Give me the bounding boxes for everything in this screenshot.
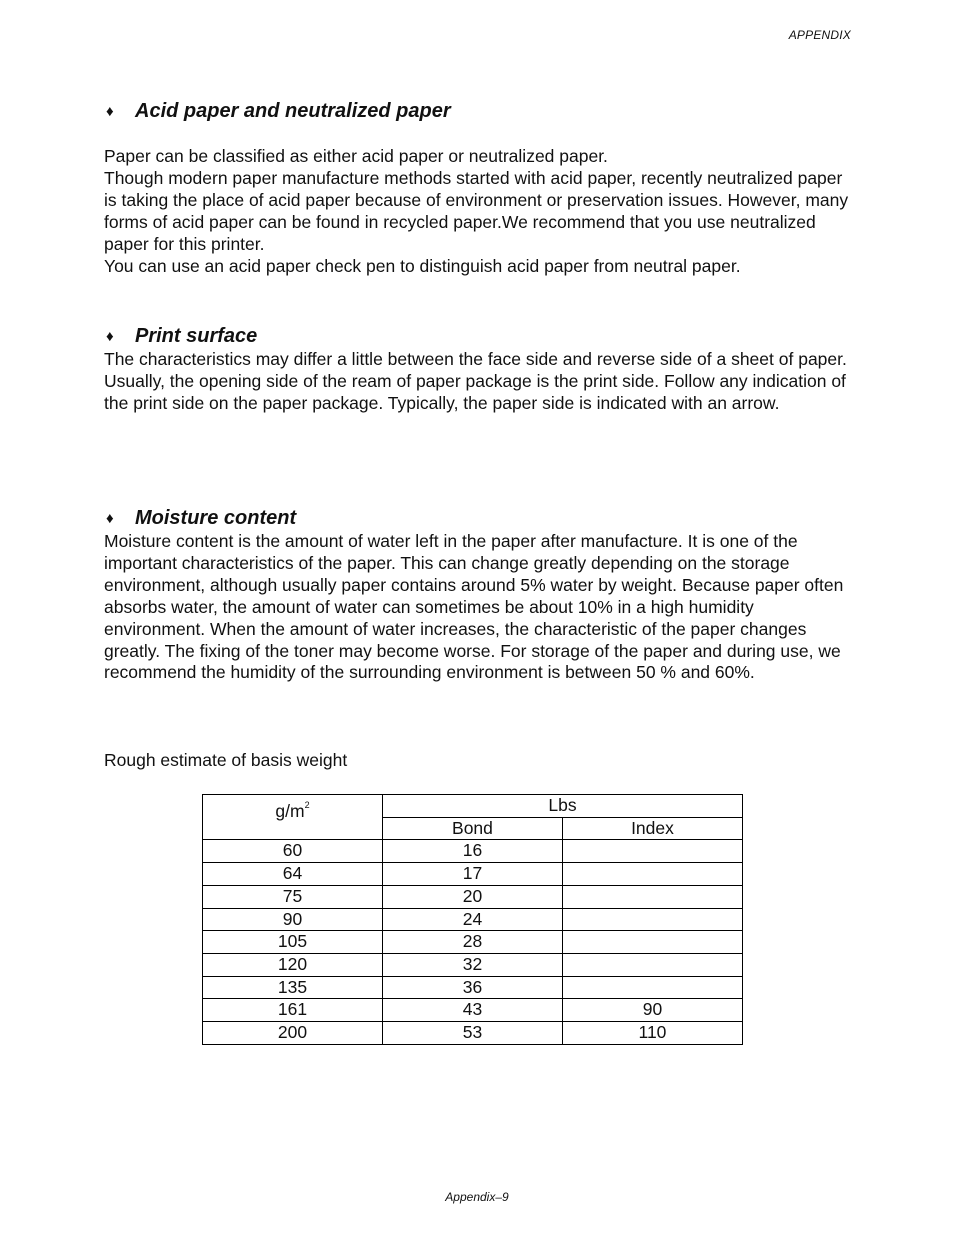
table-header-row — [203, 795, 743, 818]
table-row — [203, 976, 743, 999]
table-row — [203, 840, 743, 863]
paragraph: Usually, the opening side of the ream of paper package is the print side. Follow any indication of the print side on the paper package. Typically, the paper side is indicated with an arrow. — [104, 370, 846, 413]
section-print-surface — [104, 324, 856, 415]
paragraph: The characteristics may differ a little between the face side and reverse side of a sheet of paper. — [104, 349, 847, 369]
table-row — [203, 885, 743, 908]
section-title: Acid paper and neutralized paper — [135, 100, 451, 122]
gsm-exponent: 2 — [304, 800, 310, 810]
section-heading — [104, 324, 856, 349]
cell-bond: 16 — [382, 840, 562, 863]
cell-bond: 43 — [382, 999, 562, 1022]
cell-gsm: 120 — [203, 953, 383, 976]
table-row — [203, 1022, 743, 1045]
paragraph: Moisture content is the amount of water left in the paper after manufacture. It is one of the important characteristics of the paper. This can change greatly depending on the storage environment, although usually paper contains around 5% water by weight. Because paper often absorbs water, the amount of water can sometimes be about 10% in a high humidity environment. When the amount of water increases, the characteristic of the paper changes greatly. The fixing of the toner may become worse. For storage of the paper and during use, we recommend the humidity of the surrounding environment is between 50 % and 60%. — [104, 531, 844, 683]
paragraph: Though modern paper manufacture methods started with acid paper, recently neutralized paper is taking the place of acid paper because of environment or preservation issues. However, many forms of acid paper can be found in recycled paper.We recommend that you use neutralized paper for this printer. — [104, 167, 849, 254]
cell-gsm: 105 — [203, 931, 383, 954]
table-body — [203, 795, 743, 1045]
cell-index — [562, 976, 742, 999]
paragraph: You can use an acid paper check pen to distinguish acid paper from neutral paper. — [104, 255, 741, 276]
cell-index — [562, 953, 742, 976]
section-heading — [104, 99, 856, 124]
running-header: APPENDIX — [788, 28, 851, 42]
diamond-bullet-icon: ♦ — [106, 103, 114, 120]
cell-index — [562, 908, 742, 931]
cell-gsm: 90 — [203, 908, 383, 931]
header-bond: Bond — [382, 817, 562, 840]
cell-gsm: 60 — [203, 840, 383, 863]
diamond-bullet-icon: ♦ — [106, 328, 114, 345]
cell-gsm: 135 — [203, 976, 383, 999]
cell-gsm: 64 — [203, 863, 383, 886]
page-footer: Appendix–9 — [445, 1190, 509, 1204]
basis-weight-table — [202, 794, 743, 1045]
header-index: Index — [562, 817, 742, 840]
table-row — [203, 908, 743, 931]
table-caption: Rough estimate of basis weight — [104, 750, 348, 770]
cell-bond: 20 — [382, 885, 562, 908]
diamond-bullet-icon: ♦ — [106, 510, 114, 527]
paragraph: Paper can be classified as either acid paper or neutralized paper. — [104, 146, 608, 166]
cell-bond: 17 — [382, 863, 562, 886]
cell-index — [562, 863, 742, 886]
section-title: Moisture content — [135, 507, 297, 529]
table-row — [203, 999, 743, 1022]
table-row — [203, 953, 743, 976]
section-acid-paper — [104, 99, 856, 277]
cell-gsm: 75 — [203, 885, 383, 908]
cell-index — [562, 885, 742, 908]
cell-bond: 28 — [382, 931, 562, 954]
section-moisture-content — [104, 506, 856, 684]
section-title: Print surface — [135, 325, 258, 347]
cell-bond: 36 — [382, 976, 562, 999]
cell-index: 110 — [562, 1022, 742, 1045]
header-gsm — [203, 795, 383, 840]
gsm-unit: g/m — [275, 801, 305, 821]
cell-gsm: 200 — [203, 1022, 383, 1045]
cell-index — [562, 840, 742, 863]
header-lbs: Lbs — [382, 795, 742, 818]
cell-index: 90 — [562, 999, 742, 1022]
table-row — [203, 931, 743, 954]
table-row — [203, 863, 743, 886]
cell-gsm: 161 — [203, 999, 383, 1022]
cell-bond: 24 — [382, 908, 562, 931]
cell-index — [562, 931, 742, 954]
cell-bond: 32 — [382, 953, 562, 976]
section-heading — [104, 506, 856, 531]
cell-bond: 53 — [382, 1022, 562, 1045]
